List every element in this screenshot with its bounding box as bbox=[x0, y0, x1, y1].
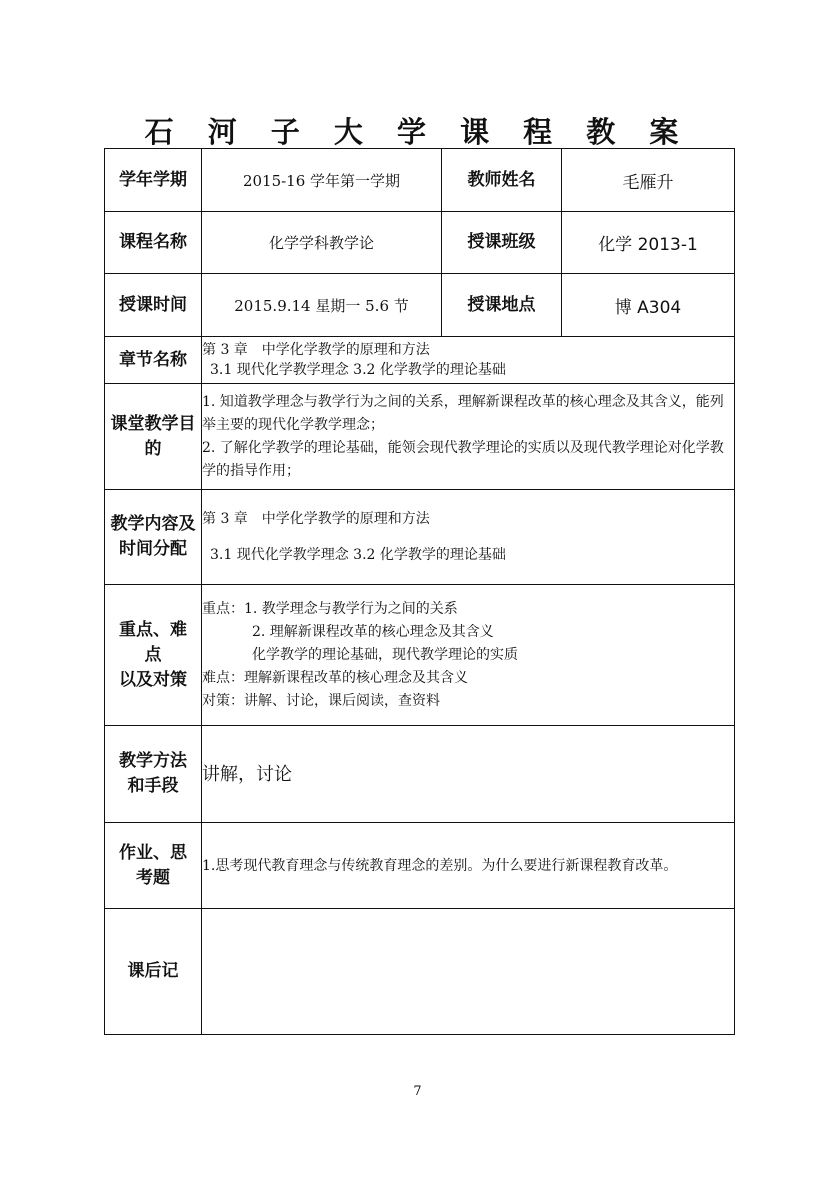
course-value: 化学学科教学论 bbox=[202, 212, 442, 274]
method-value bbox=[202, 726, 735, 823]
goal-item-1: 1. 知道教学理念与教学行为之间的关系，理解新课程改革的核心理念及其含义，能列举主要的现代化学教学理念； bbox=[202, 393, 724, 433]
table-row bbox=[105, 337, 735, 384]
table-row bbox=[105, 726, 735, 823]
content-line-2: 3.1 现代化学教学理念 3.2 化学教学的理论基础 bbox=[210, 547, 506, 563]
difficulty-line: 难点：理解新课程改革的核心理念及其含义 bbox=[202, 669, 468, 686]
chapter-line-2: 3.1 现代化学教学理念 3.2 化学教学的理论基础 bbox=[210, 362, 506, 378]
method-label-line-2: 和手段 bbox=[127, 776, 179, 796]
time-label: 授课时间 bbox=[105, 274, 202, 337]
course-label: 课程名称 bbox=[105, 212, 202, 274]
goal-value bbox=[202, 384, 735, 490]
place-label: 授课地点 bbox=[442, 274, 562, 337]
lesson-plan-table bbox=[104, 148, 735, 1035]
key-point-line: 重点：1. 教学理念与教学行为之间的关系 bbox=[202, 600, 458, 617]
page-number: 7 bbox=[413, 1084, 422, 1099]
class-label: 授课班级 bbox=[442, 212, 562, 274]
place-value: 博 A304 bbox=[562, 274, 735, 337]
page-title: 石 河 子 大 学 课 程 教 案 bbox=[144, 115, 691, 149]
table-row bbox=[105, 149, 735, 212]
goal-item-2: 2. 了解化学教学的理论基础，能领会现代教学理论的实质以及现代教学理论对化学教学的指导作用； bbox=[202, 439, 724, 479]
table-row bbox=[105, 274, 735, 337]
table-row bbox=[105, 823, 735, 909]
method-label bbox=[105, 726, 202, 823]
method-text: 讲解，讨论 bbox=[202, 763, 292, 785]
homework-value bbox=[202, 823, 735, 909]
method-label-line-1: 教学方法 bbox=[119, 751, 187, 771]
content-value bbox=[202, 490, 735, 585]
strategy-line: 对策：讲解、讨论，课后阅读，查资料 bbox=[202, 692, 440, 709]
table-row bbox=[105, 909, 735, 1035]
term-value: 2015-16 学年第一学期 bbox=[202, 149, 442, 212]
table-row bbox=[105, 490, 735, 585]
table-row bbox=[105, 585, 735, 726]
homework-text: 1.思考现代教育理念与传统教育理念的差别。为什么要进行新课程教育改革。 bbox=[202, 857, 678, 874]
teacher-label: 教师姓名 bbox=[442, 149, 562, 212]
chapter-label: 章节名称 bbox=[105, 337, 202, 384]
table-row bbox=[105, 212, 735, 274]
homework-label bbox=[105, 823, 202, 909]
key-point-line: 2. 理解新课程改革的核心理念及其含义 bbox=[252, 623, 494, 640]
homework-label-line-2: 考题 bbox=[136, 867, 170, 888]
chapter-line-1: 第 3 章 中学化学教学的原理和方法 bbox=[202, 342, 430, 358]
notes-label: 课后记 bbox=[105, 909, 202, 1035]
notes-value bbox=[202, 909, 735, 1035]
time-value: 2015.9.14 星期一 5.6 节 bbox=[202, 274, 442, 337]
key-points-value bbox=[202, 585, 735, 726]
key-point-line: 化学教学的理论基础，现代教学理论的实质 bbox=[252, 646, 518, 663]
teacher-value: 毛雁升 bbox=[562, 149, 735, 212]
key-points-label-line-3: 以及对策 bbox=[119, 669, 187, 690]
key-points-label-line-2: 点 bbox=[144, 644, 162, 665]
key-points-label-line-1: 重点、难 bbox=[119, 619, 187, 640]
table-row bbox=[105, 384, 735, 490]
content-line-1: 第 3 章 中学化学教学的原理和方法 bbox=[202, 511, 430, 527]
homework-label-line-1: 作业、思 bbox=[119, 842, 187, 863]
term-label: 学年学期 bbox=[105, 149, 202, 212]
content-label: 教学内容及时间分配 bbox=[105, 490, 202, 585]
key-points-label bbox=[105, 585, 202, 726]
chapter-value bbox=[202, 337, 735, 384]
goal-label: 课堂教学目的 bbox=[105, 384, 202, 490]
class-value: 化学 2013-1 bbox=[562, 212, 735, 274]
